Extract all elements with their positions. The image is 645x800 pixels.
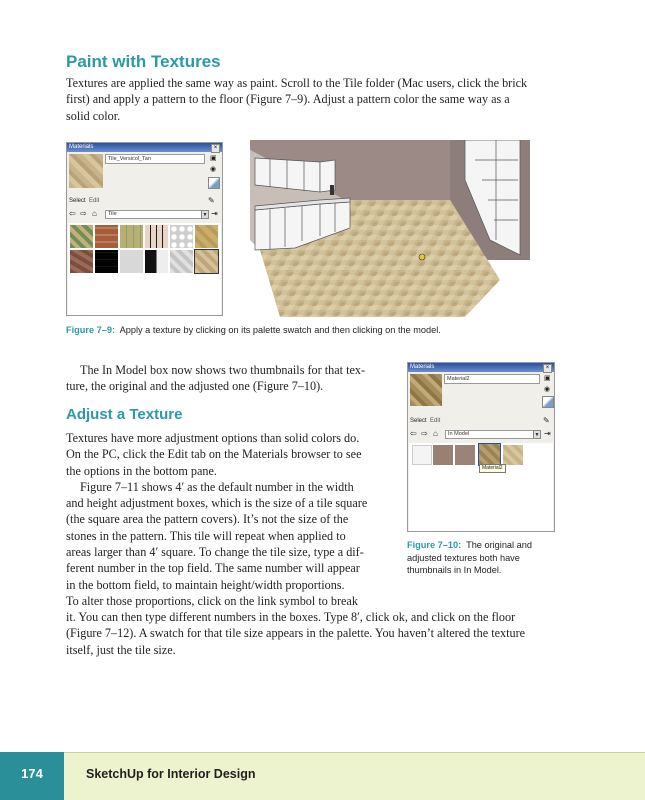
figure-caption-7-10 xyxy=(407,539,557,577)
back-icon[interactable]: ⇦ xyxy=(69,209,76,218)
text-line: ferent number in the top field. The same number will appear xyxy=(66,561,360,576)
text-line: On the PC, click the Edit tab on the Materials browser to see xyxy=(66,447,362,462)
window-title-bar: Materials xyxy=(67,143,222,152)
paragraph-adjust-texture xyxy=(66,430,396,609)
default-material-icon[interactable] xyxy=(208,177,220,189)
text-line: areas larger than 4′ square. To change the tile size, type a dif- xyxy=(66,545,364,560)
forward-icon[interactable]: ⇨ xyxy=(421,429,428,438)
swatch-item[interactable] xyxy=(195,225,218,248)
library-dropdown[interactable]: Tile xyxy=(105,210,209,219)
create-material-icon[interactable]: ◉ xyxy=(544,386,551,393)
chevron-down-icon[interactable]: ▼ xyxy=(202,212,208,218)
chevron-down-icon[interactable]: ▼ xyxy=(534,432,540,438)
swatch-item[interactable] xyxy=(95,250,118,273)
text-line: first) and apply a pattern to the floor (Figure 7–9). Adjust a pattern color the same way as a xyxy=(66,92,510,107)
material-preview-swatch xyxy=(69,154,103,188)
paragraph-in-model xyxy=(66,362,396,395)
figure-caption-7-9 xyxy=(66,324,441,337)
caption-label: Figure 7–9: xyxy=(66,325,116,335)
tab-select[interactable]: Select xyxy=(69,198,86,204)
material-name-field[interactable]: Tile_Versicol_Tan xyxy=(105,154,205,164)
eyedropper-icon[interactable]: ✎ xyxy=(543,416,550,425)
display-icon[interactable]: ▣ xyxy=(544,375,551,382)
materials-window-fig9 xyxy=(66,142,223,316)
swatch-item[interactable] xyxy=(170,225,193,248)
text-line: the options in the bottom pane. xyxy=(66,463,217,478)
caption-text: Apply a texture by clicking on its palette swatch and then clicking on the model. xyxy=(119,325,441,335)
page-number: 174 xyxy=(0,752,64,800)
swatch-item[interactable] xyxy=(412,445,432,465)
text-line: Figure 7–11 shows 4′ as the default number in the width xyxy=(80,479,354,494)
eyedropper-icon[interactable]: ✎ xyxy=(208,196,215,205)
kitchen-scene-illustration xyxy=(250,140,530,317)
swatch-palette xyxy=(409,443,553,531)
library-dropdown[interactable]: In Model xyxy=(445,430,541,439)
swatch-item[interactable] xyxy=(145,250,168,273)
text-line: To alter those proportions, click on the link symbol to break xyxy=(66,593,358,608)
swatch-item[interactable] xyxy=(503,445,523,465)
swatch-item[interactable] xyxy=(70,250,93,273)
materials-window-fig10 xyxy=(407,362,555,532)
details-icon[interactable]: ⇥ xyxy=(544,429,551,438)
details-icon[interactable]: ⇥ xyxy=(211,209,218,218)
close-icon[interactable]: × xyxy=(543,364,552,373)
text-line: Textures are applied the same way as paint. Scroll to the Tile folder (Mac users, click the brick xyxy=(66,76,528,90)
swatch-item[interactable] xyxy=(95,225,118,248)
tab-edit[interactable]: Edit xyxy=(89,198,100,204)
swatch-palette xyxy=(68,223,221,315)
paragraph-paint-textures xyxy=(66,75,566,124)
tab-select[interactable]: Select xyxy=(410,418,427,424)
swatch-item[interactable] xyxy=(455,445,475,465)
caption-line: thumbnails in In Model. xyxy=(407,565,502,575)
back-icon[interactable]: ⇦ xyxy=(410,429,417,438)
home-icon[interactable]: ⌂ xyxy=(92,209,97,218)
swatch-item-selected[interactable] xyxy=(195,250,218,273)
text-line: Textures have more adjustment options than solid colors do. xyxy=(66,431,360,445)
swatch-item[interactable] xyxy=(120,250,143,273)
swatch-item[interactable] xyxy=(170,250,193,273)
caption-line: Figure 7–10: The original and xyxy=(407,540,532,550)
display-icon[interactable]: ▣ xyxy=(210,155,217,162)
close-icon[interactable]: × xyxy=(211,144,220,153)
paragraph-tile-size xyxy=(66,609,566,658)
material-preview-swatch xyxy=(410,374,442,406)
book-title: SketchUp for Interior Design xyxy=(86,767,256,781)
text-line: itself, just the tile size. xyxy=(66,642,176,657)
swatch-item[interactable] xyxy=(120,225,143,248)
forward-icon[interactable]: ⇨ xyxy=(80,209,87,218)
default-material-icon[interactable] xyxy=(542,396,554,408)
home-icon[interactable]: ⌂ xyxy=(433,429,438,438)
window-title-bar: Materials xyxy=(408,363,554,372)
text-line: ture, the original and the adjusted one (Figure 7–10). xyxy=(66,379,324,394)
text-line: and height adjustment boxes, which is the size of a tile square xyxy=(66,496,368,511)
caption-line: adjusted textures both have xyxy=(407,552,520,563)
swatch-item-selected[interactable] xyxy=(479,444,500,465)
tab-edit[interactable]: Edit xyxy=(430,418,441,424)
text-line: solid color. xyxy=(66,108,121,123)
tooltip: Material2 xyxy=(479,464,506,473)
text-line: (Figure 7–12). A swatch for that tile size appears in the palette. You haven’t altered the texture xyxy=(66,626,526,641)
section-heading-adjust-texture: Adjust a Texture xyxy=(66,406,183,423)
text-line: (the square area the pattern covers). It’s not the size of the xyxy=(66,512,349,527)
text-line: The In Model box now shows two thumbnails for that tex- xyxy=(80,363,366,377)
kitchen-model-render xyxy=(250,140,530,317)
swatch-item[interactable] xyxy=(70,225,93,248)
material-name-field[interactable]: Material2 xyxy=(444,374,540,384)
create-material-icon[interactable]: ◉ xyxy=(210,166,217,173)
text-line: stones in the pattern. This tile will repeat when applied to xyxy=(66,528,346,543)
swatch-item[interactable] xyxy=(145,225,168,248)
text-line: it. You can then type different numbers in the boxes. Type 8′, click ok, and click on the floor xyxy=(66,610,516,624)
text-line: in the bottom field, to maintain height/width proportions. xyxy=(66,577,345,592)
caption-label: Figure 7–10: xyxy=(407,540,462,550)
swatch-item[interactable] xyxy=(433,445,453,465)
section-heading-paint-with-textures: Paint with Textures xyxy=(66,52,221,71)
